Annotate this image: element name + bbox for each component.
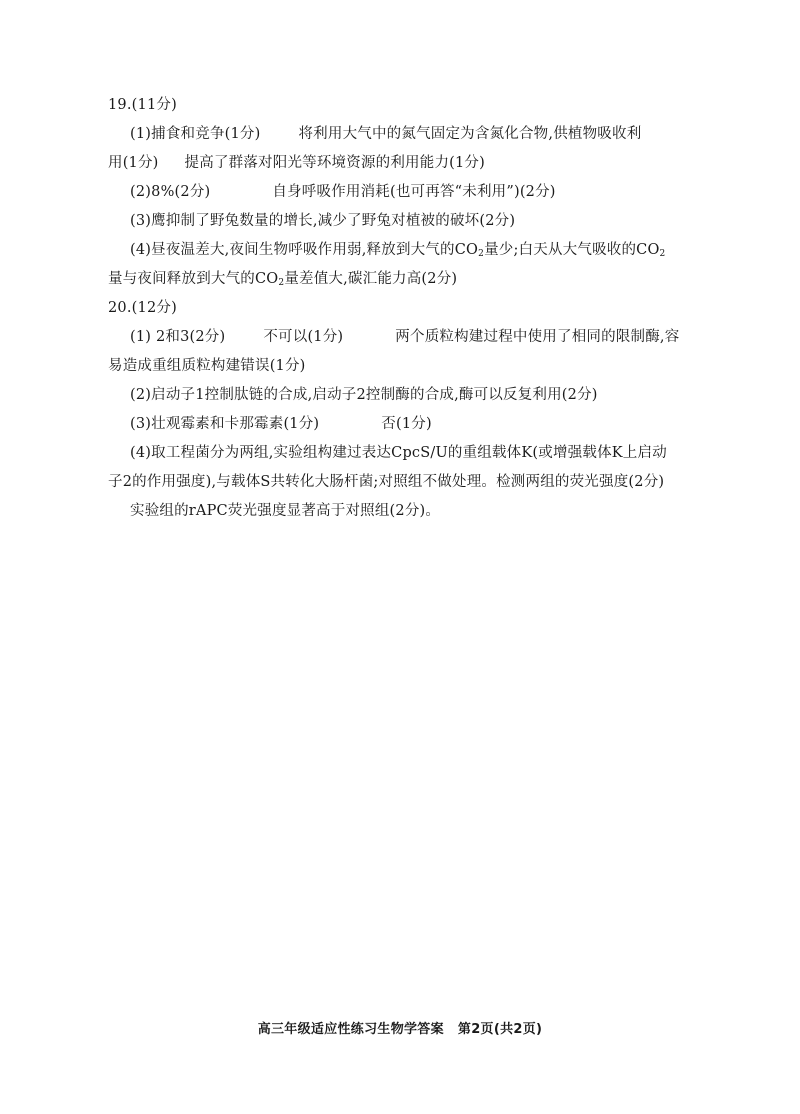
- q20-heading-text: 20.(12分): [108, 300, 177, 316]
- q20-part1-answer-a: (1) 2和3(2分): [130, 329, 226, 345]
- q20-part1-answer-c: 两个质粒构建过程中使用了相同的限制酶,容: [395, 329, 680, 345]
- q20-part4-answer-a: (4)取工程菌分为两组,实验组构建过表达CpcS/U的重组载体K(或增强载体K上启动: [130, 445, 667, 461]
- q20-part1-line1: [108, 323, 708, 352]
- q19-part1-answer-c: 提高了群落对阳光等环境资源的利用能力(1分): [184, 155, 485, 171]
- q19-heading: [108, 91, 708, 120]
- q19-part3: [108, 207, 708, 236]
- q20-heading: [108, 294, 708, 323]
- q19-part2-answer-a: (2)8%(2分): [130, 184, 211, 200]
- q20-part1-line2: [108, 352, 708, 381]
- q19-part4-text-a1: (4)昼夜温差大,夜间生物呼吸作用弱,释放到大气的CO: [130, 242, 479, 258]
- co2-subscript: 2: [659, 249, 666, 259]
- q19-part1-answer-b: 将利用大气中的氮气固定为含氮化合物,供植物吸收利: [298, 126, 642, 142]
- co2-subscript: 2: [478, 249, 485, 259]
- q20-part1-answer-b: 不可以(1分): [263, 329, 344, 345]
- q19-part4-text-b1: 量与夜间释放到大气的CO: [108, 271, 279, 287]
- q19-heading-text: 19.(11分): [108, 97, 177, 113]
- q20-part3-answer-a: (3)壮观霉素和卡那霉素(1分): [130, 416, 320, 432]
- footer-page-number: 第2页(共2页): [457, 1022, 543, 1037]
- q19-part3-answer: (3)鹰抑制了野兔数量的增长,减少了野兔对植被的破坏(2分): [130, 213, 516, 229]
- q19-part4-line2: [108, 265, 708, 294]
- q20-part1-answer-c-cont: 易造成重组质粒构建错误(1分): [108, 358, 306, 374]
- q19-part4-line1: [108, 236, 708, 265]
- q20-part4-line3: [108, 497, 708, 526]
- q19-part1-line1: [108, 120, 708, 149]
- q19-part1-answer-a: (1)捕食和竞争(1分): [130, 126, 261, 142]
- q19-part4-text-b2: 量差值大,碳汇能力高(2分): [284, 271, 458, 287]
- q20-part3-answer-b: 否(1分): [381, 416, 432, 432]
- footer-title: 高三年级适应性练习生物学答案: [257, 1022, 444, 1037]
- q20-part4-answer-b: 子2的作用强度),与载体S共转化大肠杆菌;对照组不做处理。检测两组的荧光强度(2分): [108, 474, 665, 490]
- q19-part4-text-a2: 量少;白天从大气吸收的CO: [484, 242, 660, 258]
- q19-part2-answer-b: 自身呼吸作用消耗(也可再答“未利用”)(2分): [272, 184, 556, 200]
- q19-part1-line2: [108, 149, 708, 178]
- q20-part4-line2: [108, 468, 708, 497]
- q19-part1-answer-b-cont: 用(1分): [108, 155, 159, 171]
- q20-part2: [108, 381, 708, 410]
- q20-part2-answer: (2)启动子1控制肽链的合成,启动子2控制酶的合成,酶可以反复利用(2分): [130, 387, 598, 403]
- answer-content: [108, 91, 708, 526]
- q20-part3: [108, 410, 708, 439]
- q19-part2: [108, 178, 708, 207]
- q20-part4-line1: [108, 439, 708, 468]
- q20-part4-answer-c: 实验组的rAPC荧光强度显著高于对照组(2分)。: [130, 503, 441, 519]
- co2-subscript: 2: [278, 278, 285, 288]
- page-footer: [0, 1018, 800, 1037]
